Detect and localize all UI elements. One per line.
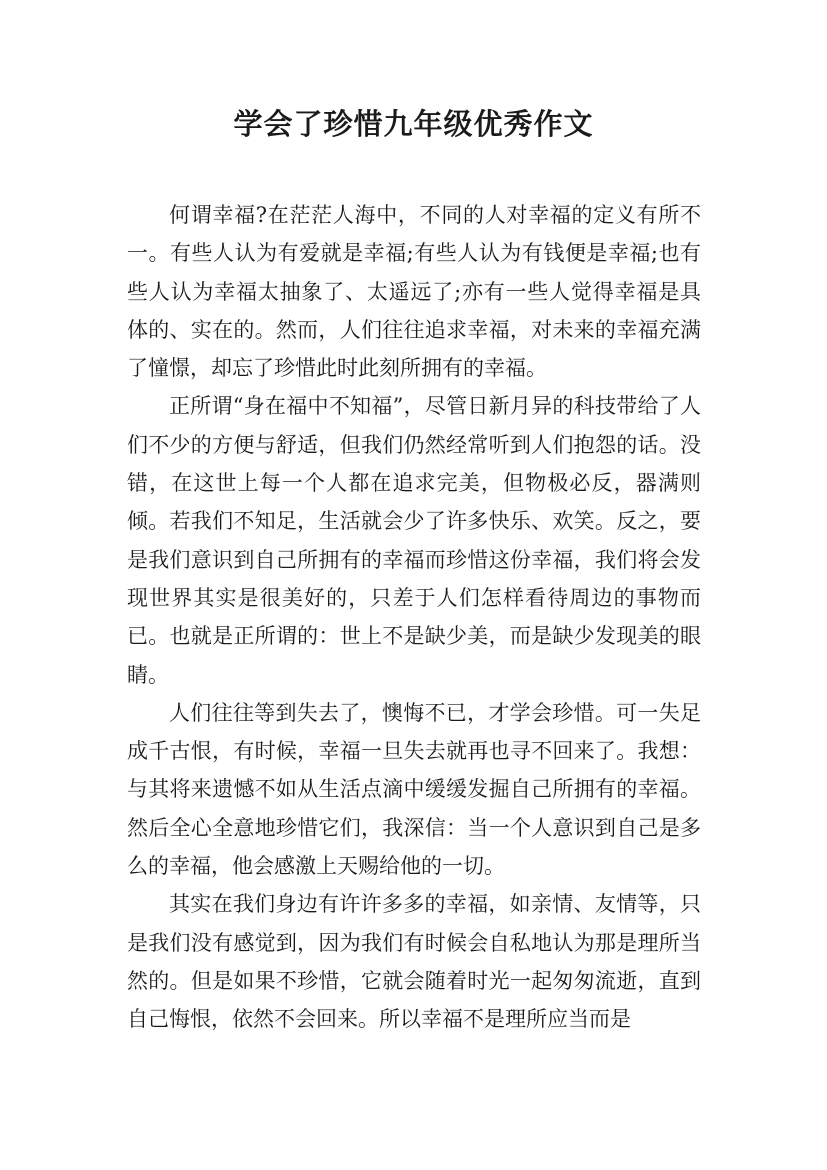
- document-body: [127, 196, 701, 1039]
- paragraph-2: 正所谓“身在福中不知福”，尽管日新月异的科技带给了人们不少的方便与舒适，但我们仍然经常听到人们抱怨的话。没错，在这世上每一个人都在追求完美，但物极必反，器满则倾。若我们不知足，生活就会少了许多快乐、欢笑。反之，要是我们意识到自己所拥有的幸福而珍惜这份幸福，我们将会发现世界其实是很美好的，只差于人们怎样看待周边的事物而已。也就是正所谓的：世上不是缺少美，而是缺少发现美的眼睛。: [127, 394, 701, 687]
- document-title: 学会了珍惜九年级优秀作文: [233, 107, 594, 141]
- paragraph-4: 其实在我们身边有许许多多的幸福，如亲情、友情等，只是我们没有感觉到，因为我们有时候会自私地认为那是理所当然的。但是如果不珍惜，它就会随着时光一起匆匆流逝，直到自己悔恨，依然不会回来。所以幸福不是理所应当而是: [127, 892, 701, 1032]
- paragraph-3: 人们往往等到失去了，懊悔不已，才学会珍惜。可一失足成千古恨，有时候，幸福一旦失去就再也寻不回来了。我想：与其将来遗憾不如从生活点滴中缓缓发掘自己所拥有的幸福。然后全心全意地珍惜它们，我深信：当一个人意识到自己是多么的幸福，他会感激上天赐给他的一切。: [127, 700, 701, 879]
- paragraph-1: 何谓幸福?在茫茫人海中，不同的人对幸福的定义有所不一。有些人认为有爱就是幸福;有些人认为有钱便是幸福;也有些人认为幸福太抽象了、太遥远了;亦有一些人觉得幸福是具体的、实在的。然而，人们往往追求幸福，对未来的幸福充满了憧憬，却忘了珍惜此时此刻所拥有的幸福。: [127, 203, 701, 381]
